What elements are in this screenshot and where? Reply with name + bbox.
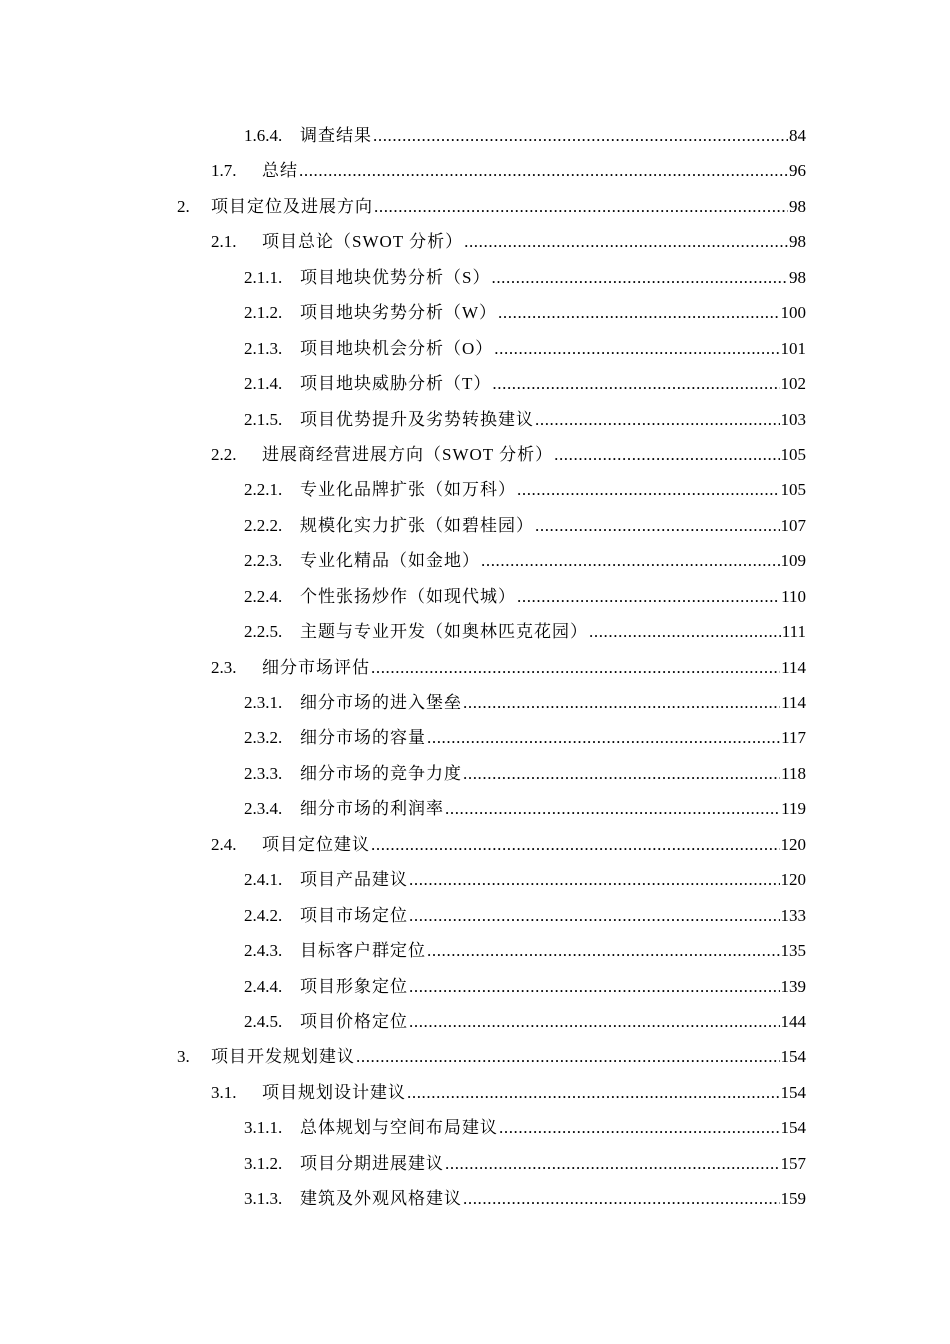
toc-entry-number: 2.2.4. [244,586,283,606]
toc-entry-title: 细分市场的容量 [300,728,426,748]
toc-entry[interactable] [0,332,950,367]
toc-entry[interactable] [0,190,950,225]
toc-entry[interactable] [0,686,950,721]
toc-entry-title: 项目市场定位 [300,905,408,925]
toc-entry[interactable] [0,261,950,296]
toc-entry[interactable] [0,544,950,579]
toc-entry-page-number: 84 [789,126,806,145]
toc-entry[interactable] [0,899,950,934]
dot-leader [407,1082,780,1104]
toc-entry-line [300,409,806,431]
toc-entry-line [262,657,806,679]
dot-leader [427,727,780,749]
toc-entry-number: 3. [177,1047,190,1067]
toc-entry-number: 2.4.3. [244,941,283,961]
toc-entry[interactable] [0,473,950,508]
toc-entry-page-number: 117 [781,728,806,748]
toc-entry-page-number: 102 [780,374,806,394]
toc-entry-page-number: 105 [780,480,806,500]
toc-entry[interactable] [0,438,950,473]
toc-entry-title: 建筑及外观风格建议 [300,1189,462,1209]
toc-entry[interactable] [0,1111,950,1146]
toc-entry-line [300,586,806,608]
toc-entry-page-number: 118 [781,763,806,783]
dot-leader [445,798,780,820]
toc-entry-page-number: 120 [780,870,806,890]
toc-entry[interactable] [0,1040,950,1075]
toc-entry-number: 3.1.1. [244,1118,283,1138]
toc-entry-line [300,515,806,537]
toc-entry-line [262,160,806,182]
toc-entry-number: 2. [177,196,190,216]
toc-entry-title: 主题与专业开发（如奥林匹克花园） [300,622,588,642]
toc-entry-title: 专业化精品（如金地） [300,551,480,571]
dot-leader [409,1011,780,1033]
toc-entry-page-number: 96 [789,161,806,181]
dot-leader [373,125,788,147]
toc-entry[interactable] [0,934,950,969]
toc-entry-number: 2.1.5. [244,409,283,429]
toc-entry-title: 项目地块劣势分析（W） [300,303,498,323]
toc-entry-page-number: 98 [789,267,806,287]
toc-entry-number: 2.4.2. [244,905,283,925]
toc-entry-line [300,479,806,501]
dot-leader [427,940,780,962]
toc-entry-line [300,1117,806,1139]
dot-leader [498,302,779,324]
toc-entry-title: 项目价格定位 [300,1011,408,1031]
toc-entry-title: 项目形象定位 [300,976,408,996]
toc-entry-line [300,692,806,714]
toc-entry-title: 专业化品牌扩张（如万科） [300,480,516,500]
dot-leader [356,1046,780,1068]
toc-entry-page-number: 101 [780,338,806,358]
dot-leader [299,160,788,182]
toc-entry-title: 项目总论（SWOT 分析） [262,232,464,252]
dot-leader [589,621,781,643]
dot-leader [554,444,779,466]
toc-entry-page-number: 98 [789,196,806,216]
toc-entry-number: 2.1.4. [244,374,283,394]
toc-entry-page-number: 110 [781,586,806,606]
dot-leader [499,1117,780,1139]
toc-entry[interactable] [0,721,950,756]
toc-entry-line [300,550,806,572]
toc-entry-number: 2.4.5. [244,1011,283,1031]
dot-leader [463,763,780,785]
toc-entry-line [300,905,806,927]
toc-entry[interactable] [0,970,950,1005]
dot-leader [517,479,780,501]
toc-entry-line [300,125,806,147]
toc-entry-number: 2.2.5. [244,622,283,642]
toc-entry[interactable] [0,367,950,402]
dot-leader [491,267,788,289]
toc-entry-line [300,338,806,360]
toc-entry-title: 项目产品建议 [300,870,408,890]
toc-entry[interactable] [0,509,950,544]
toc-entry-line [262,231,806,253]
toc-entry-number: 2.4. [211,834,237,854]
toc-entry-title: 个性张扬炒作（如现代城） [300,586,516,606]
toc-entry-title: 细分市场的竞争力度 [300,763,462,783]
toc-entry-title: 项目分期进展建议 [300,1153,444,1173]
toc-entry-line [300,869,806,891]
toc-entry-line [262,1082,806,1104]
toc-entry-page-number: 120 [780,834,806,854]
toc-entry-title: 总结 [262,161,298,181]
toc-entry-number: 2.2.2. [244,515,283,535]
dot-leader [535,409,780,431]
dot-leader [409,976,780,998]
toc-entry-line [300,1153,806,1175]
toc-entry-number: 2.3.1. [244,693,283,712]
toc-entry[interactable] [0,828,950,863]
toc-entry[interactable] [0,1147,950,1182]
dot-leader [463,692,780,714]
toc-entry[interactable] [0,651,950,686]
toc-entry-number: 2.3.3. [244,763,283,783]
toc-entry[interactable] [0,1182,950,1217]
toc-entry[interactable] [0,296,950,331]
toc-entry-number: 2.1.1. [244,267,283,287]
dot-leader [464,231,788,253]
toc-entry-page-number: 111 [781,622,806,642]
toc-entry[interactable] [0,863,950,898]
toc-entry-page-number: 98 [789,232,806,252]
dot-leader [409,905,780,927]
toc-entry-page-number: 103 [780,409,806,429]
toc-entry-number: 2.3. [211,657,237,677]
toc-entry-line [300,727,806,749]
dot-leader [535,515,780,537]
dot-leader [374,196,788,218]
dot-leader [445,1153,780,1175]
toc-entry-line [300,302,806,324]
toc-entry-title: 细分市场的利润率 [300,799,444,819]
toc-entry-number: 1.6.4. [244,126,283,145]
toc-entry-line [300,373,806,395]
toc-entry-page-number: 139 [780,976,806,996]
toc-entry-line [300,621,806,643]
toc-entry-page-number: 154 [780,1082,806,1102]
toc-entry-line [300,1011,806,1033]
toc-entry-number: 3.1.2. [244,1153,283,1173]
toc-entry[interactable] [0,757,950,792]
toc-entry-page-number: 109 [780,551,806,571]
toc-entry-title: 项目定位建议 [262,834,370,854]
toc-entry-number: 2.4.4. [244,976,283,996]
toc-entry[interactable] [0,154,950,189]
toc-entry-line [262,834,806,856]
toc-entry[interactable] [0,792,950,827]
toc-entry-line [262,444,806,466]
toc-entry-page-number: 144 [780,1011,806,1031]
toc-entry-page-number: 114 [781,657,806,677]
toc-entry-title: 调查结果 [300,126,372,145]
toc-entry-title: 项目地块威胁分析（T） [300,374,492,394]
toc-entry-title: 细分市场评估 [262,657,370,677]
toc-entry-page-number: 157 [780,1153,806,1173]
toc-entry[interactable] [0,225,950,260]
toc-entry-title: 项目定位及进展方向 [211,196,373,216]
dot-leader [517,586,780,608]
toc-entry[interactable] [0,1005,950,1040]
toc-entry-number: 2.1.3. [244,338,283,358]
toc-entry-number: 2.2.3. [244,551,283,571]
toc-entry[interactable] [0,1076,950,1111]
dot-leader [494,338,779,360]
toc-entry-number: 3.1.3. [244,1189,283,1209]
toc-entry-line [300,940,806,962]
table-of-contents [0,119,950,1218]
toc-entry-page-number: 119 [781,799,806,819]
toc-entry[interactable] [0,615,950,650]
toc-entry[interactable] [0,580,950,615]
toc-entry-number: 1.7. [211,161,237,181]
toc-entry-title: 进展商经营进展方向（SWOT 分析） [262,444,554,464]
toc-entry-page-number: 135 [780,941,806,961]
toc-entry-title: 项目规划设计建议 [262,1082,406,1102]
dot-leader [371,834,780,856]
toc-entry-title: 总体规划与空间布局建议 [300,1118,498,1138]
toc-entry-title: 规模化实力扩张（如碧桂园） [300,515,534,535]
toc-entry[interactable] [0,119,950,154]
toc-entry-number: 3.1. [211,1082,237,1102]
toc-entry-line [211,1046,806,1068]
toc-entry-number: 2.3.2. [244,728,283,748]
toc-entry-line [300,976,806,998]
toc-entry[interactable] [0,403,950,438]
toc-entry-line [211,196,806,218]
toc-entry-title: 细分市场的进入堡垒 [300,693,462,712]
toc-entry-page-number: 105 [780,444,806,464]
toc-entry-page-number: 107 [780,515,806,535]
toc-entry-line [300,267,806,289]
toc-entry-title: 目标客户群定位 [300,941,426,961]
toc-entry-line [300,798,806,820]
toc-entry-page-number: 154 [780,1118,806,1138]
toc-entry-title: 项目地块机会分析（O） [300,338,494,358]
toc-entry-title: 项目优势提升及劣势转换建议 [300,409,534,429]
toc-entry-number: 2.3.4. [244,799,283,819]
toc-entry-line [300,1188,806,1210]
dot-leader [463,1188,780,1210]
toc-entry-page-number: 154 [780,1047,806,1067]
toc-entry-page-number: 133 [780,905,806,925]
toc-entry-number: 2.2. [211,444,237,464]
toc-entry-title: 项目开发规划建议 [211,1047,355,1067]
toc-entry-page-number: 159 [780,1189,806,1209]
dot-leader [409,869,780,891]
toc-entry-line [300,763,806,785]
dot-leader [492,373,779,395]
toc-entry-page-number: 114 [781,693,806,712]
dot-leader [371,657,780,679]
toc-entry-number: 2.2.1. [244,480,283,500]
toc-entry-number: 2.1. [211,232,237,252]
dot-leader [481,550,780,572]
toc-entry-title: 项目地块优势分析（S） [300,267,491,287]
toc-entry-number: 2.4.1. [244,870,283,890]
toc-entry-number: 2.1.2. [244,303,283,323]
toc-entry-page-number: 100 [780,303,806,323]
